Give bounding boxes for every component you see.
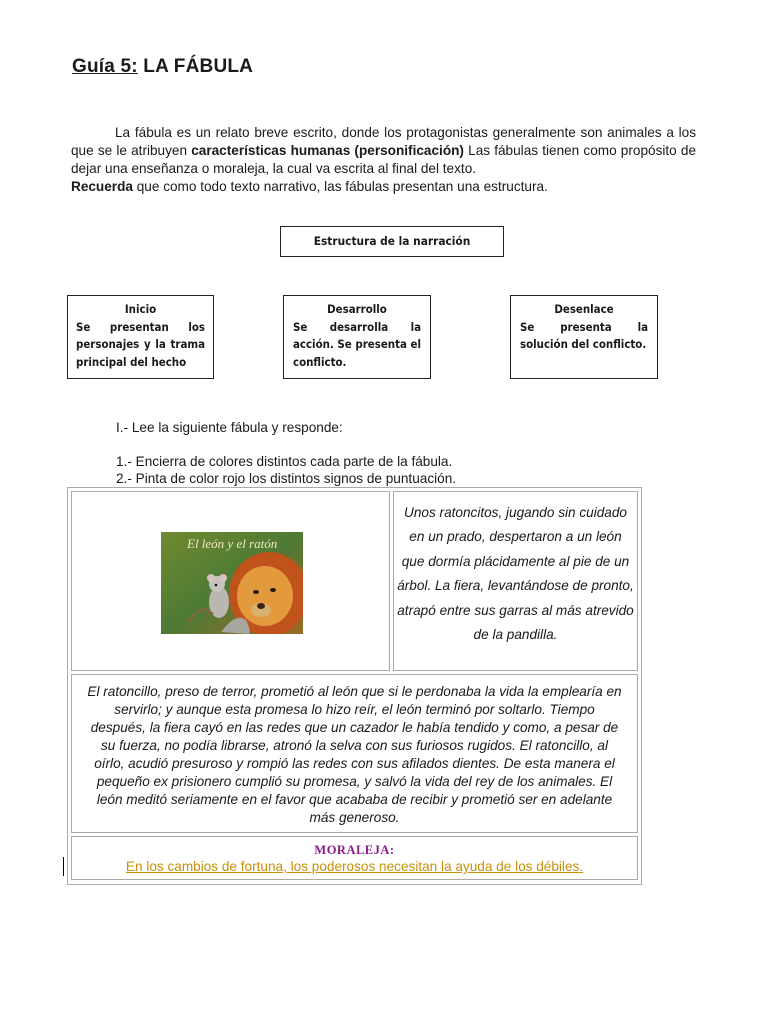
- lion-and-mouse-illustration: [161, 532, 303, 634]
- box-body: Se presenta la solución del conflicto.: [520, 319, 648, 351]
- title-main: LA FÁBULA: [137, 56, 254, 77]
- illustration-title: El león y el ratón: [187, 536, 278, 551]
- text-cursor: [63, 857, 64, 876]
- fable-first-part-cell: [393, 491, 638, 671]
- box-heading: Desarrollo: [327, 302, 387, 316]
- structure-box-inicio: [67, 295, 214, 379]
- intro-p1-a: La fábula es un relato breve escrito, donde los protagonistas generalmente son animales a los que se le atribuyen: [71, 125, 696, 158]
- moral-text: En los cambios de fortuna, los poderosos necesitan la ayuda de los débiles.: [125, 859, 584, 874]
- structure-box-desarrollo: [283, 295, 431, 379]
- intro-p1-b: Las fábulas tienen como propósito de dejar una enseñanza o moraleja, la cual va escrita al final del texto.: [71, 143, 697, 176]
- fable-second-part-cell: [71, 674, 638, 833]
- intro-paragraph: [71, 124, 696, 178]
- box-body: Se desarrolla la acción. Se presenta el conflicto.: [293, 319, 421, 369]
- structure-title-box: [280, 226, 504, 257]
- instruction-item-2: 2.- Pinta de color rojo los distintos signos de puntuación.: [116, 471, 457, 486]
- reminder-paragraph: [71, 178, 696, 196]
- fable-first-part: Unos ratoncitos, jugando sin cuidado en un prado, despertaron a un león que dormía plácidamente al pie de un árbol. La fiera, levantándose de pronto, atrapó entre sus garras al más atrevido de la pandilla.: [397, 505, 634, 643]
- box-heading: Desenlace: [554, 302, 614, 316]
- moral-cell: [71, 836, 638, 880]
- intro-p1-bold: características humanas (personificación): [191, 143, 464, 158]
- instruction-item-1: 1.- Encierra de colores distintos cada parte de la fábula.: [116, 454, 453, 469]
- box-heading: Inicio: [124, 302, 157, 316]
- intro-text: [71, 124, 696, 196]
- fable-image-cell: [71, 491, 390, 671]
- fable-table: [67, 487, 642, 885]
- fable-second-part: El ratoncillo, preso de terror, prometió al león que si le perdonaba la vida la emplearía en servirlo; y aunque esta promesa lo hizo reír, el león terminó por soltarlo. Tiempo después, la fiera cayó en las redes que un cazador le había tendido y como, a pesar de su fuerza, no podía librarse, atronó la selva con sus furiosos rugidos. El ratoncillo, al oírlo, acudió presuroso y rompió las redes con sus afilados dientes. De esta manera el pequeño ex prisionero cumplió su promesa, y salvó la vida del rey de los animales. El león meditó seriamente en el favor que acababa de recibir y prometió ser en adelante más generoso.: [87, 684, 622, 825]
- structure-title: Estructura de la narración: [313, 233, 471, 248]
- reminder-text: que como todo texto narrativo, las fábulas presentan una estructura.: [132, 179, 548, 194]
- moral-heading: MORALEJA:: [314, 843, 395, 857]
- instruction-intro: I.- Lee la siguiente fábula y responde:: [116, 420, 343, 435]
- structure-box-desenlace: [510, 295, 658, 379]
- title-prefix: Guía 5:: [72, 56, 138, 77]
- box-body: Se presentan los personajes y la trama principal del hecho: [76, 319, 205, 369]
- page-title: [72, 56, 253, 78]
- reminder-bold: Recuerda: [71, 179, 133, 194]
